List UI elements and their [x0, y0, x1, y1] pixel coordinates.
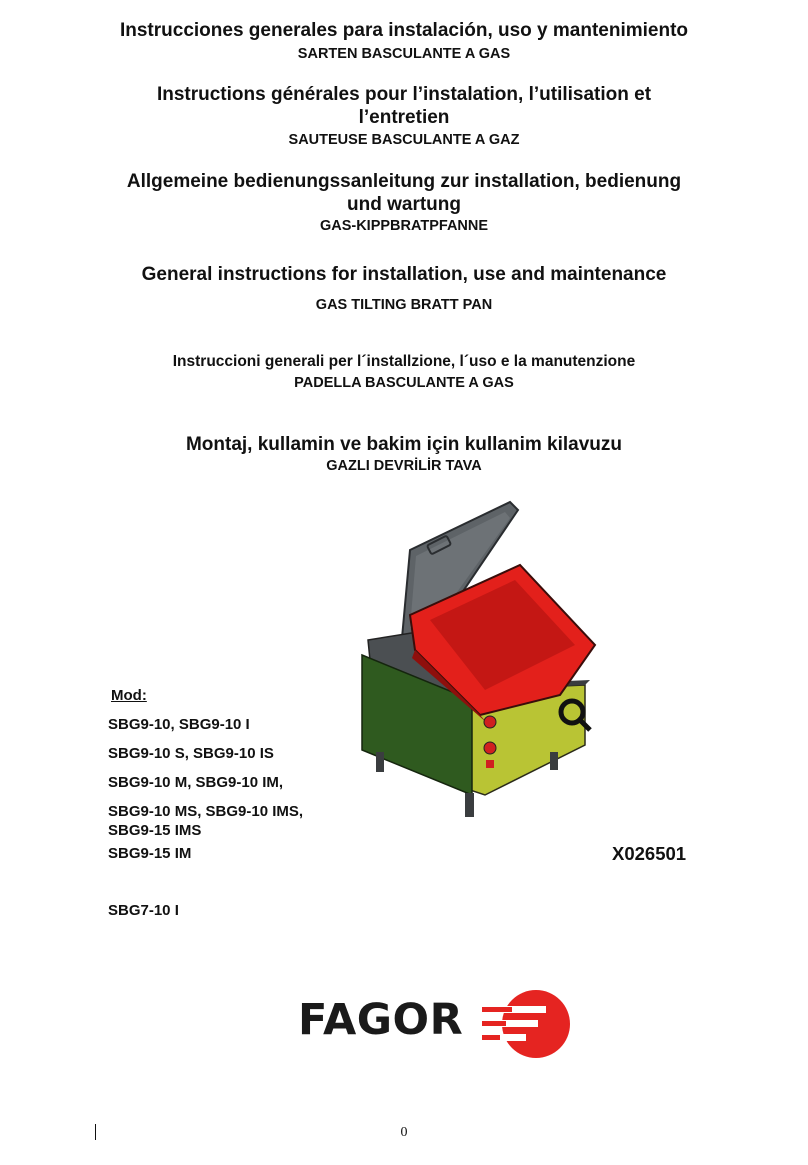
title-de-line2: und wartung [347, 194, 461, 215]
subtitle-it: PADELLA BASCULANTE A GAS [294, 375, 514, 391]
title-es: Instrucciones generales para instalación, uso y mantenimiento [119, 20, 689, 41]
subtitle-tr: GAZLI DEVRİLİR TAVA [326, 458, 482, 474]
subtitle-fr: SAUTEUSE BASCULANTE A GAZ [288, 132, 520, 148]
subtitle-es: SARTEN BASCULANTE A GAS [297, 46, 511, 62]
title-it: Instruccioni generali per l´installzione, l´uso e la manutenzione [172, 353, 636, 370]
title-tr: Montaj, kullamin ve bakim için kullanim kilavuzu [185, 434, 623, 455]
model-line-2: SBG9-10 S, SBG9-10 IS [108, 745, 274, 762]
tilting-pan-illustration [340, 490, 610, 820]
model-line-4: SBG9-10 MS, SBG9-10 IMS, [108, 803, 304, 820]
models-label: Mod: [111, 687, 147, 704]
document-code: X026501 [612, 843, 687, 864]
model-line-1: SBG9-10, SBG9-10 I [108, 716, 250, 733]
model-line-7: SBG7-10 I [108, 902, 179, 919]
title-fr-line2: l’entretien [358, 107, 450, 128]
subtitle-en: GAS TILTING BRATT PAN [315, 297, 493, 313]
model-line-5: SBG9-15 IMS [108, 822, 202, 839]
subtitle-de: GAS-KIPPBRATPFANNE [319, 218, 489, 234]
fagor-logo-text: FAGOR [298, 995, 464, 1045]
model-line-3: SBG9-10 M, SBG9-10 IM, [108, 774, 284, 791]
model-line-6: SBG9-15 IM [108, 845, 192, 862]
page-number: 0 [400, 1125, 408, 1140]
fagor-logo-mark-icon [480, 988, 576, 1060]
title-fr-line1: Instructions générales pour l’instalation, l’utilisation et [156, 84, 652, 105]
title-en: General instructions for installation, use and maintenance [141, 264, 667, 285]
title-de-line1: Allgemeine bedienungssanleitung zur installation, bedienung [126, 171, 682, 192]
